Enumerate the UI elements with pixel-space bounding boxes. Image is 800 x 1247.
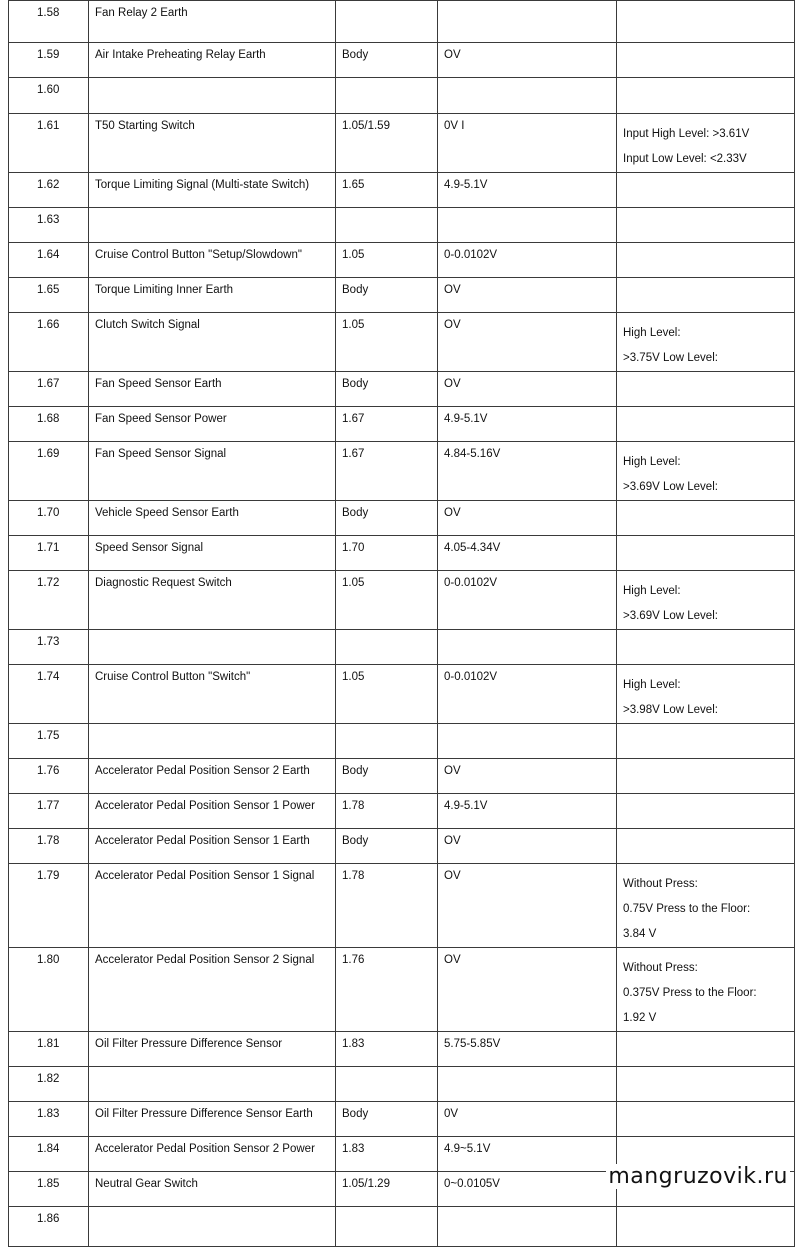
signal-name-cell: Cruise Control Button "Setup/Slowdown": [89, 243, 336, 278]
note-cell: [617, 243, 795, 278]
signal-name-cell: [89, 1067, 336, 1102]
value-cell: 5.75-5.85V: [438, 1032, 617, 1067]
reference-cell: [336, 1067, 438, 1102]
signal-name-cell: Vehicle Speed Sensor Earth: [89, 501, 336, 536]
value-cell: 0-0.0102V: [438, 665, 617, 724]
reference-cell: 1.05: [336, 665, 438, 724]
signal-name-cell: Accelerator Pedal Position Sensor 1 Power: [89, 794, 336, 829]
pin-cell: 1.77: [9, 794, 89, 829]
signal-name-cell: Accelerator Pedal Position Sensor 2 Power: [89, 1137, 336, 1172]
signal-name-cell: Accelerator Pedal Position Sensor 1 Earth: [89, 829, 336, 864]
reference-cell: 1.05: [336, 571, 438, 630]
value-cell: 0V I: [438, 114, 617, 173]
note-cell: [617, 43, 795, 78]
signal-name-cell: Neutral Gear Switch: [89, 1172, 336, 1207]
signal-name-cell: Accelerator Pedal Position Sensor 2 Earth: [89, 759, 336, 794]
note-line: 3.84 V: [623, 928, 657, 940]
value-cell: 4.84-5.16V: [438, 442, 617, 501]
note-line: Input High Level: >3.61V: [623, 128, 750, 140]
note-cell: [617, 501, 795, 536]
pin-cell: 1.85: [9, 1172, 89, 1207]
table-row: [9, 278, 795, 313]
note-cell: [617, 1032, 795, 1067]
signal-name-cell: Oil Filter Pressure Difference Sensor Earth: [89, 1102, 336, 1137]
note-line: Without Press:: [623, 962, 698, 974]
note-cell: [617, 630, 795, 665]
pin-cell: 1.80: [9, 948, 89, 1032]
table-row: [9, 759, 795, 794]
pin-table-body: [9, 1, 795, 1247]
table-row: [9, 1, 795, 43]
reference-cell: [336, 630, 438, 665]
reference-cell: Body: [336, 43, 438, 78]
table-row: [9, 1102, 795, 1137]
reference-cell: Body: [336, 278, 438, 313]
note-line: >3.69V Low Level:: [623, 481, 718, 493]
reference-cell: Body: [336, 759, 438, 794]
signal-name-cell: [89, 208, 336, 243]
note-cell: [617, 1067, 795, 1102]
pin-cell: 1.70: [9, 501, 89, 536]
note-cell: [617, 665, 795, 724]
watermark: mangruzovik.ru: [608, 1164, 788, 1189]
note-line: >3.69V Low Level:: [623, 610, 718, 622]
table-row: [9, 43, 795, 78]
reference-cell: [336, 78, 438, 114]
signal-name-cell: Accelerator Pedal Position Sensor 2 Signal: [89, 948, 336, 1032]
signal-name-cell: Torque Limiting Inner Earth: [89, 278, 336, 313]
reference-cell: 1.05: [336, 313, 438, 372]
table-row: [9, 78, 795, 114]
table-row: [9, 313, 795, 372]
reference-cell: 1.65: [336, 173, 438, 208]
note-cell: [617, 278, 795, 313]
note-cell: [617, 372, 795, 407]
pin-table: [8, 0, 795, 1247]
value-cell: OV: [438, 313, 617, 372]
signal-name-cell: Fan Relay 2 Earth: [89, 1, 336, 43]
note-cell: [617, 1207, 795, 1247]
signal-name-cell: [89, 1207, 336, 1247]
table-row: [9, 114, 795, 173]
table-row: [9, 1207, 795, 1247]
table-row: [9, 724, 795, 759]
note-line: >3.98V Low Level:: [623, 704, 718, 716]
signal-name-cell: Diagnostic Request Switch: [89, 571, 336, 630]
signal-name-cell: [89, 78, 336, 114]
value-cell: [438, 1, 617, 43]
reference-cell: [336, 724, 438, 759]
reference-cell: [336, 1, 438, 43]
pin-cell: 1.84: [9, 1137, 89, 1172]
note-line: High Level:: [623, 585, 681, 597]
reference-cell: Body: [336, 501, 438, 536]
signal-name-cell: Accelerator Pedal Position Sensor 1 Signal: [89, 864, 336, 948]
pin-cell: 1.58: [9, 1, 89, 43]
reference-cell: Body: [336, 829, 438, 864]
note-cell: [617, 724, 795, 759]
value-cell: 0-0.0102V: [438, 243, 617, 278]
signal-name-cell: T50 Starting Switch: [89, 114, 336, 173]
table-row: [9, 794, 795, 829]
table-row: [9, 501, 795, 536]
note-line: 0.75V Press to the Floor:: [623, 903, 751, 915]
table-row: [9, 407, 795, 442]
signal-name-cell: Fan Speed Sensor Power: [89, 407, 336, 442]
note-line: High Level:: [623, 456, 681, 468]
signal-name-cell: Clutch Switch Signal: [89, 313, 336, 372]
reference-cell: 1.05/1.29: [336, 1172, 438, 1207]
value-cell: OV: [438, 759, 617, 794]
signal-name-cell: Fan Speed Sensor Earth: [89, 372, 336, 407]
signal-name-cell: Air Intake Preheating Relay Earth: [89, 43, 336, 78]
pin-cell: 1.82: [9, 1067, 89, 1102]
pin-cell: 1.66: [9, 313, 89, 372]
table-row: [9, 372, 795, 407]
signal-name-cell: Oil Filter Pressure Difference Sensor: [89, 1032, 336, 1067]
signal-name-cell: [89, 724, 336, 759]
signal-name-cell: Speed Sensor Signal: [89, 536, 336, 571]
pin-cell: 1.81: [9, 1032, 89, 1067]
value-cell: OV: [438, 501, 617, 536]
pin-cell: 1.71: [9, 536, 89, 571]
pin-cell: 1.67: [9, 372, 89, 407]
reference-cell: 1.78: [336, 794, 438, 829]
value-cell: 4.9-5.1V: [438, 794, 617, 829]
pin-cell: 1.62: [9, 173, 89, 208]
pin-cell: 1.59: [9, 43, 89, 78]
signal-name-cell: Cruise Control Button "Switch": [89, 665, 336, 724]
table-row: [9, 1067, 795, 1102]
reference-cell: 1.78: [336, 864, 438, 948]
note-cell: [617, 407, 795, 442]
note-cell: [617, 794, 795, 829]
pin-cell: 1.79: [9, 864, 89, 948]
reference-cell: 1.67: [336, 442, 438, 501]
signal-name-cell: Fan Speed Sensor Signal: [89, 442, 336, 501]
value-cell: 4.9~5.1V: [438, 1137, 617, 1172]
note-cell: [617, 442, 795, 501]
pin-cell: 1.76: [9, 759, 89, 794]
value-cell: OV: [438, 43, 617, 78]
value-cell: OV: [438, 372, 617, 407]
pin-cell: 1.75: [9, 724, 89, 759]
value-cell: [438, 630, 617, 665]
reference-cell: 1.05/1.59: [336, 114, 438, 173]
pin-cell: 1.63: [9, 208, 89, 243]
note-line: High Level:: [623, 327, 681, 339]
pin-cell: 1.73: [9, 630, 89, 665]
note-cell: [617, 948, 795, 1032]
pin-cell: 1.78: [9, 829, 89, 864]
note-cell: [617, 536, 795, 571]
value-cell: 4.05-4.34V: [438, 536, 617, 571]
value-cell: 4.9-5.1V: [438, 173, 617, 208]
table-row: [9, 442, 795, 501]
note-cell: [617, 864, 795, 948]
note-line: High Level:: [623, 679, 681, 691]
note-line: Without Press:: [623, 878, 698, 890]
value-cell: [438, 78, 617, 114]
pin-cell: 1.74: [9, 665, 89, 724]
pin-cell: 1.69: [9, 442, 89, 501]
value-cell: [438, 208, 617, 243]
note-cell: [617, 114, 795, 173]
note-cell: [617, 759, 795, 794]
pin-cell: 1.83: [9, 1102, 89, 1137]
value-cell: OV: [438, 864, 617, 948]
pin-cell: 1.72: [9, 571, 89, 630]
value-cell: 4.9-5.1V: [438, 407, 617, 442]
table-row: [9, 173, 795, 208]
note-line: 0.375V Press to the Floor:: [623, 987, 757, 999]
table-row: [9, 243, 795, 278]
note-cell: [617, 313, 795, 372]
note-cell: [617, 1102, 795, 1137]
value-cell: [438, 724, 617, 759]
pin-cell: 1.60: [9, 78, 89, 114]
value-cell: OV: [438, 278, 617, 313]
reference-cell: Body: [336, 372, 438, 407]
value-cell: OV: [438, 948, 617, 1032]
pin-cell: 1.65: [9, 278, 89, 313]
value-cell: [438, 1067, 617, 1102]
note-cell: [617, 1, 795, 43]
reference-cell: 1.83: [336, 1137, 438, 1172]
pin-cell: 1.64: [9, 243, 89, 278]
reference-cell: 1.70: [336, 536, 438, 571]
reference-cell: Body: [336, 1102, 438, 1137]
table-row: [9, 665, 795, 724]
note-line: Input Low Level: <2.33V: [623, 153, 747, 165]
note-cell: [617, 571, 795, 630]
table-row: [9, 948, 795, 1032]
value-cell: 0V: [438, 1102, 617, 1137]
value-cell: 0~0.0105V: [438, 1172, 617, 1207]
table-row: [9, 536, 795, 571]
note-line: >3.75V Low Level:: [623, 352, 718, 364]
reference-cell: 1.05: [336, 243, 438, 278]
note-line: 1.92 V: [623, 1012, 657, 1024]
value-cell: OV: [438, 829, 617, 864]
table-row: [9, 571, 795, 630]
signal-name-cell: Torque Limiting Signal (Multi-state Switch): [89, 173, 336, 208]
reference-cell: 1.76: [336, 948, 438, 1032]
note-cell: [617, 78, 795, 114]
pin-cell: 1.86: [9, 1207, 89, 1247]
reference-cell: [336, 208, 438, 243]
table-row: [9, 208, 795, 243]
value-cell: 0-0.0102V: [438, 571, 617, 630]
note-cell: [617, 173, 795, 208]
reference-cell: 1.67: [336, 407, 438, 442]
table-row: [9, 1032, 795, 1067]
table-row: [9, 829, 795, 864]
table-row: [9, 864, 795, 948]
note-cell: [617, 208, 795, 243]
table-row: [9, 630, 795, 665]
value-cell: [438, 1207, 617, 1247]
reference-cell: [336, 1207, 438, 1247]
note-cell: [617, 829, 795, 864]
reference-cell: 1.83: [336, 1032, 438, 1067]
pin-cell: 1.68: [9, 407, 89, 442]
pin-cell: 1.61: [9, 114, 89, 173]
signal-name-cell: [89, 630, 336, 665]
